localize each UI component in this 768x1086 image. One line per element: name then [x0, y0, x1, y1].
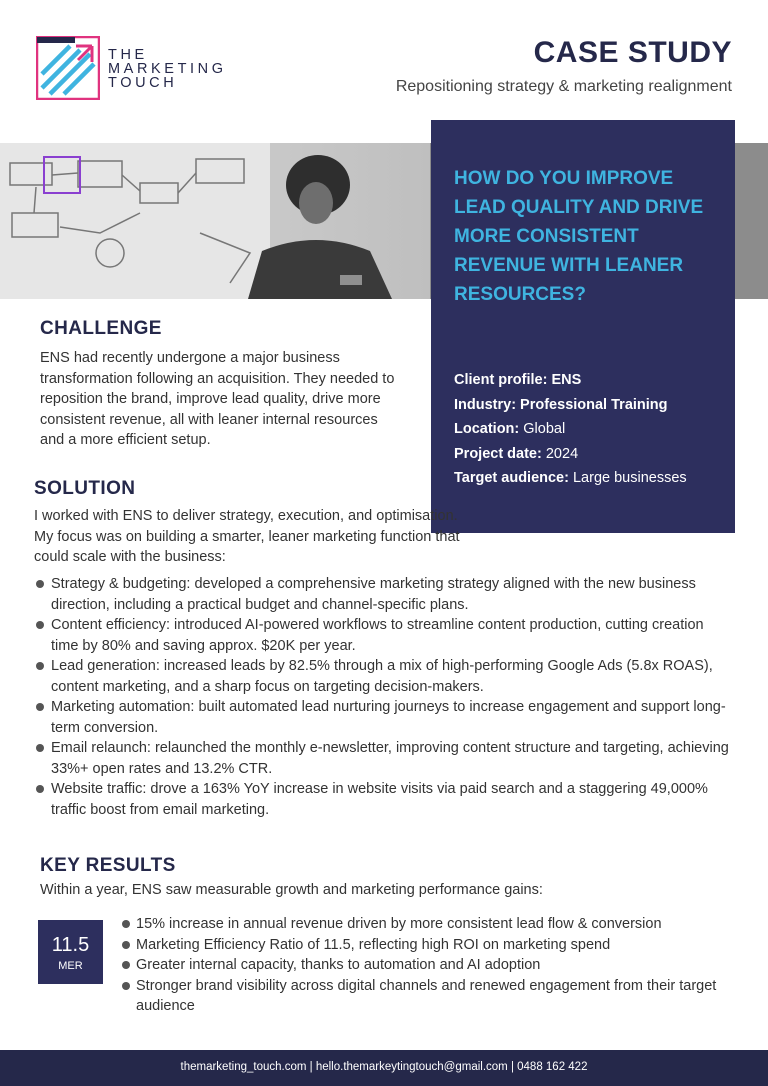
profile-label: Target audience: — [454, 470, 569, 486]
profile-value: Large businesses — [568, 470, 687, 486]
brand-wordmark — [108, 48, 227, 90]
solution-list — [34, 574, 734, 820]
profile-value: 2024 — [541, 445, 579, 462]
brand-line: MARKETING — [108, 61, 227, 77]
page-subtitle: Repositioning strategy & marketing realignment — [395, 78, 732, 95]
page-title: CASE STUDY — [533, 36, 732, 69]
bullet-icon — [122, 941, 130, 949]
list-item-text: Content efficiency: introduced AI-powered workflows to streamline content production, cutting creation time by 80% and saving approx. $20K per year. — [51, 617, 704, 654]
bullet-icon — [36, 703, 44, 711]
profile-row — [454, 466, 724, 491]
challenge-heading: CHALLENGE — [40, 318, 162, 339]
list-item — [121, 955, 721, 976]
bullet-icon — [36, 580, 44, 588]
brand-line: TOUCH — [108, 75, 178, 91]
list-item — [121, 914, 721, 935]
case-question: HOW DO YOU IMPROVE LEAD QUALITY AND DRIVE MORE CONSISTENT REVENUE WITH LEANER RESOURCES? — [454, 168, 704, 305]
solution-text: I worked with ENS to deliver strategy, execution, and optimisation. My focus was on building a smarter, leaner marketing function that could scale with the business: — [34, 508, 460, 565]
bullet-icon — [36, 785, 44, 793]
results-list — [121, 914, 721, 1017]
key-results-intro: Within a year, ENS saw measurable growth and marketing performance gains: — [40, 882, 543, 898]
profile-label: Client profile: — [454, 372, 548, 388]
profile-value: ENS — [547, 372, 582, 388]
footer-contact: themarketing_touch.com | hello.themarkeytingtouch@gmail.com | 0488 162 422 — [0, 1050, 768, 1086]
list-item-text: 15% increase in annual revenue driven by more consistent lead flow & conversion — [136, 916, 662, 932]
list-item-text: Strategy & budgeting: developed a comprehensive marketing strategy aligned with the new business direction, including a practical budget and channel-specific plans. — [51, 576, 696, 613]
mer-badge — [38, 920, 103, 984]
bullet-icon — [36, 662, 44, 670]
profile-label: Industry: — [454, 396, 517, 413]
challenge-text: ENS had recently undergone a major business transformation following an acquisition. They needed to reposition the brand, improve lead quality, drive more consistent revenue, all with leaner internal resources and a more efficient setup. — [40, 350, 395, 448]
list-item — [34, 779, 734, 820]
profile-row — [454, 417, 724, 442]
profile-value: Professional Training — [516, 396, 668, 413]
profile-row — [454, 368, 724, 393]
bullet-icon — [122, 920, 130, 928]
profile-label: Project date: — [454, 445, 542, 462]
mer-value: 11.5 — [51, 934, 90, 956]
profile-label: Location: — [454, 421, 520, 437]
list-item-text: Marketing automation: built automated lead nurturing journeys to increase engagement and support long-term conversion. — [51, 699, 726, 736]
profile-row — [454, 442, 724, 467]
profile-row — [454, 393, 724, 418]
bullet-icon — [36, 621, 44, 629]
bullet-icon — [36, 744, 44, 752]
list-item-text: Marketing Efficiency Ratio of 11.5, reflecting high ROI on marketing spend — [136, 936, 611, 953]
list-item — [121, 935, 721, 956]
list-item — [34, 615, 734, 656]
list-item — [34, 697, 734, 738]
list-item-text: Lead generation: increased leads by 82.5% through a mix of high-performing Google Ads (5.8x ROAS), content marketing, and a sharp focus on targeting decision-makers. — [51, 658, 713, 695]
list-item — [121, 976, 721, 1017]
brand-logo-icon — [36, 36, 100, 100]
list-item-text: Website traffic: drove a 163% YoY increase in website visits via paid search and a staggering 49,000% traffic boost from email marketing. — [51, 781, 708, 818]
list-item-text: Email relaunch: relaunched the monthly e-newsletter, improving content structure and targeting, achieving 33%+ open rates and 13.2% CTR. — [51, 740, 729, 777]
list-item — [34, 738, 734, 779]
profile-value: Global — [519, 421, 566, 437]
list-item-text: Stronger brand visibility across digital channels and renewed engagement from their target audience — [136, 977, 717, 1014]
client-profile-list — [454, 368, 724, 491]
list-item — [34, 656, 734, 697]
solution-heading: SOLUTION — [34, 478, 136, 499]
client-profile-panel — [431, 120, 735, 533]
brand-line: THE — [108, 47, 148, 63]
mer-label: MER — [58, 960, 83, 972]
bullet-icon — [122, 961, 130, 969]
list-item-text: Greater internal capacity, thanks to automation and AI adoption — [136, 957, 541, 973]
key-results-heading: KEY RESULTS — [40, 855, 176, 876]
list-item — [34, 574, 734, 615]
bullet-icon — [122, 982, 130, 990]
